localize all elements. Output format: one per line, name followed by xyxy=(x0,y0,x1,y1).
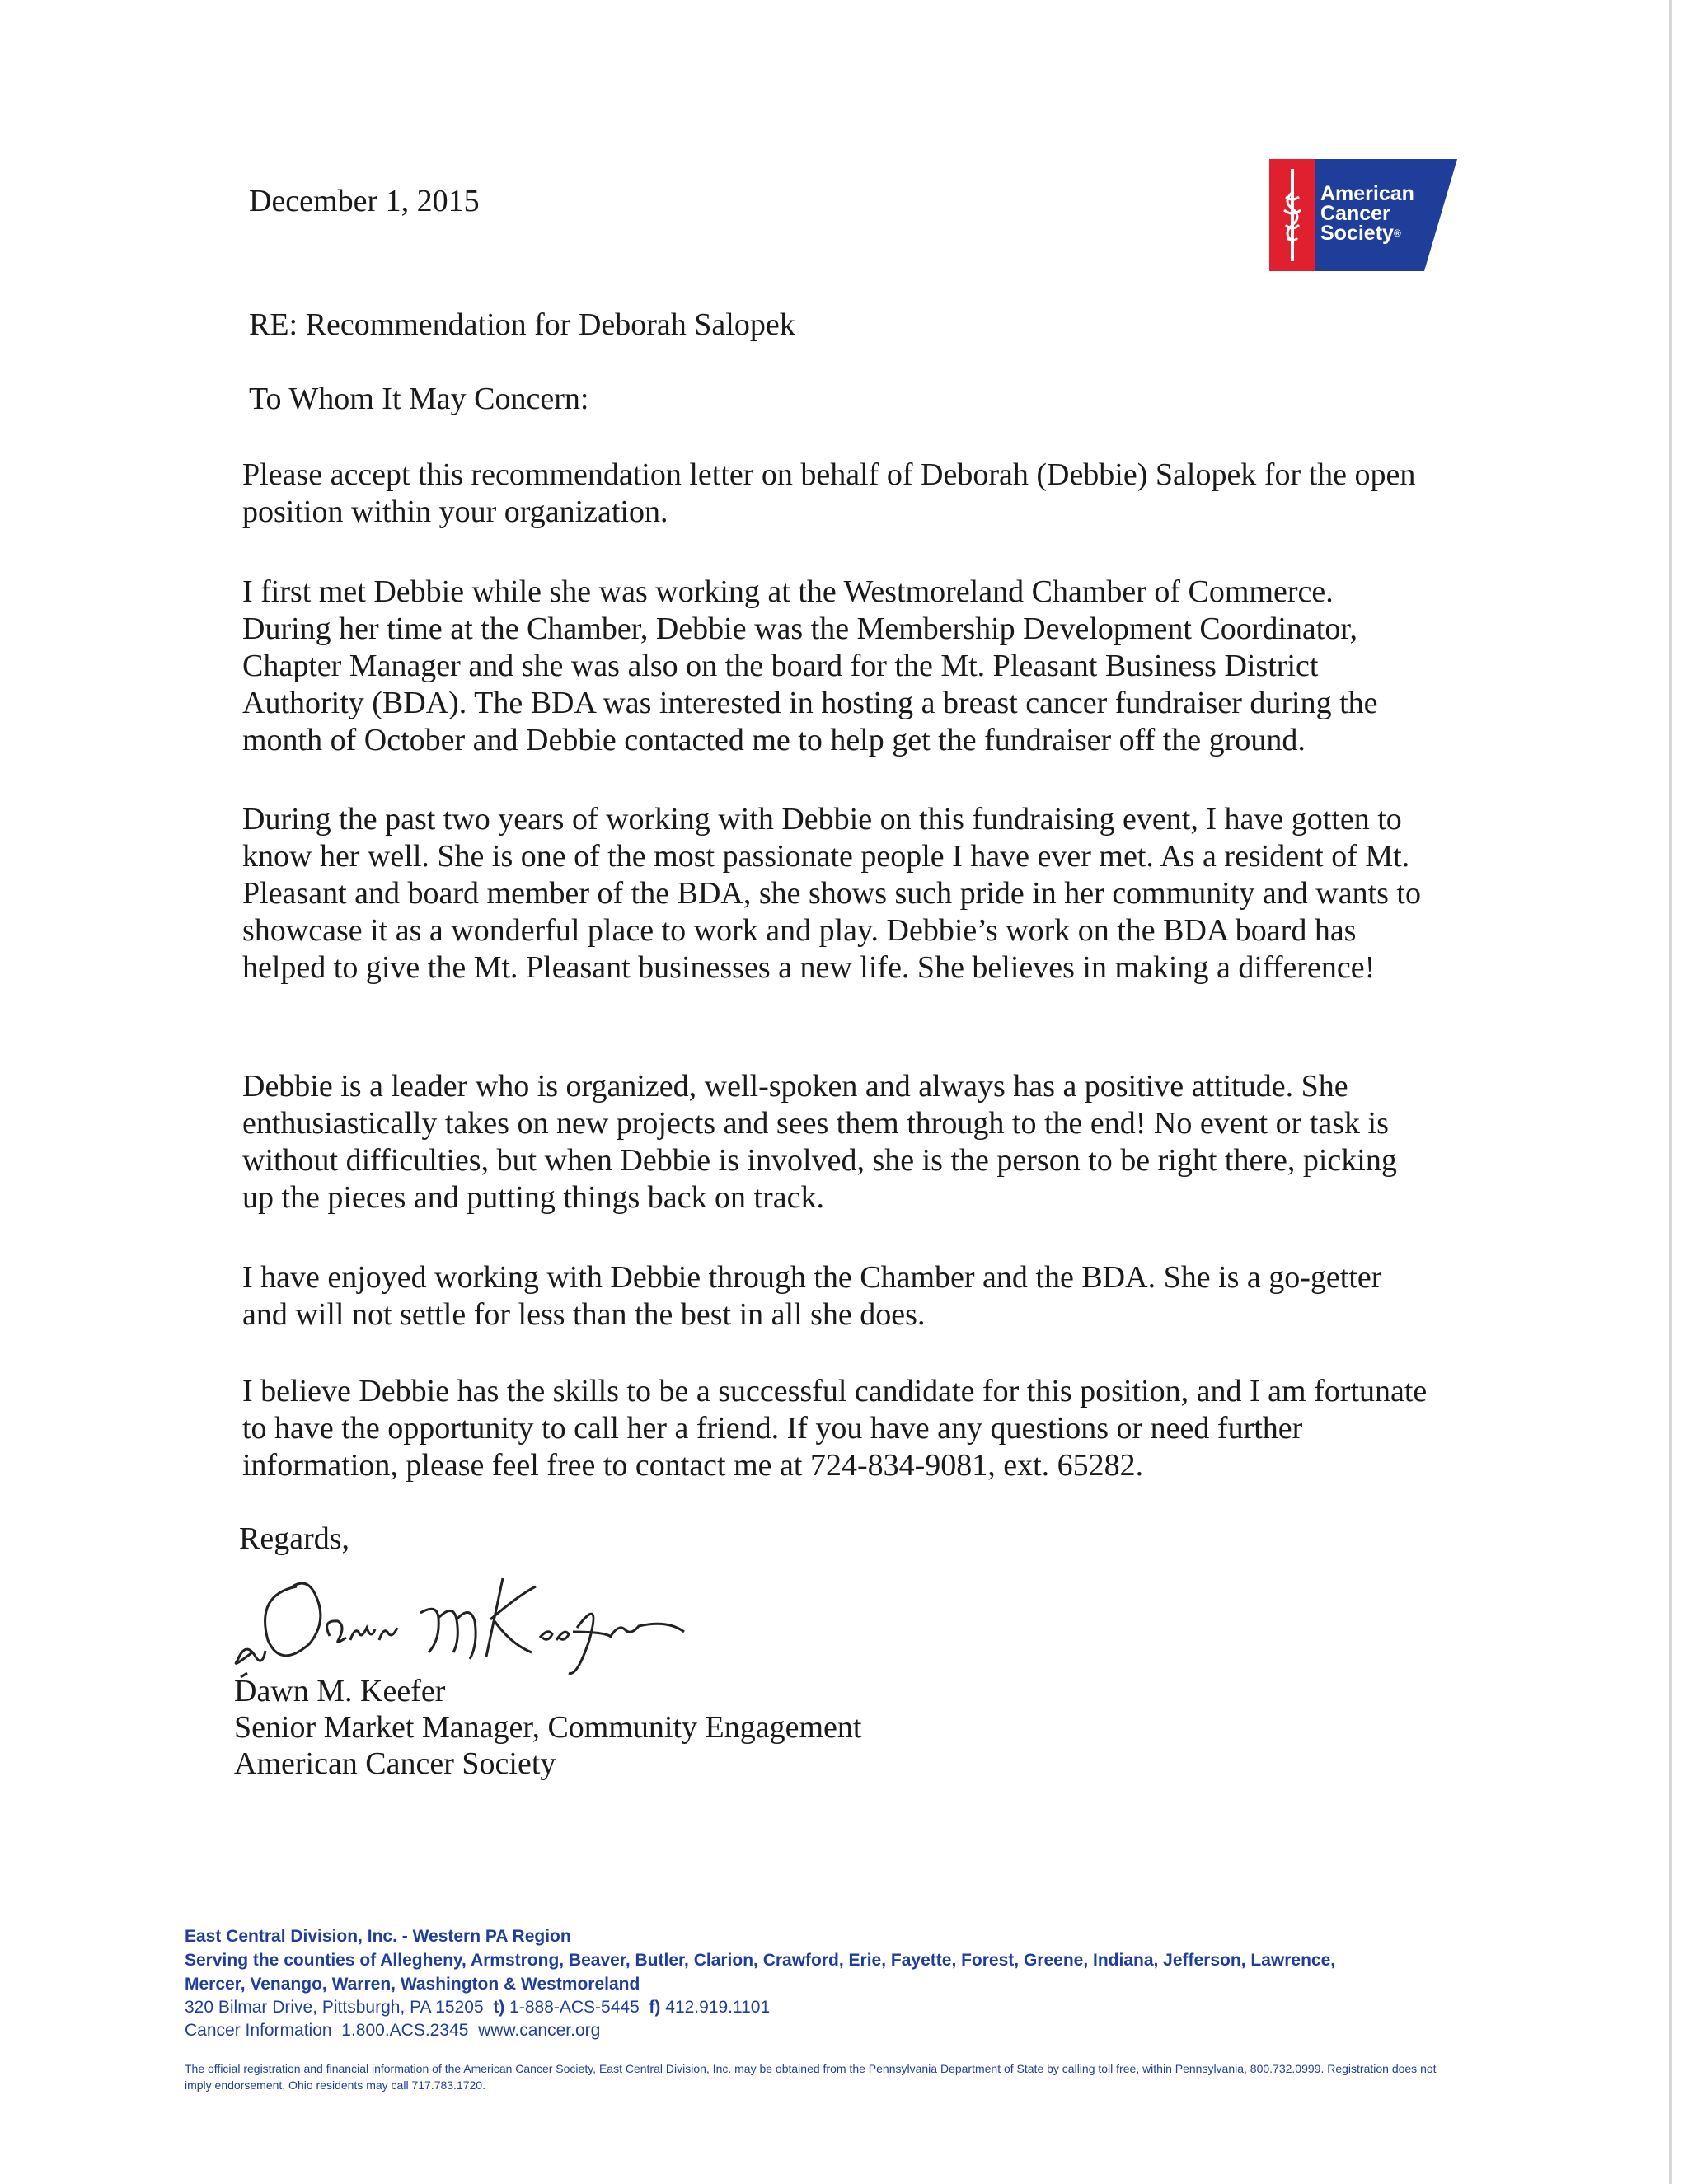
salutation: To Whom It May Concern: xyxy=(249,382,589,416)
logo-line-1: American xyxy=(1320,182,1414,205)
signer-name: Dawn M. Keefer xyxy=(234,1674,446,1708)
cancer-info-phone: 1.800.ACS.2345 xyxy=(341,2021,469,2040)
paragraph-3: During the past two years of working with Debbie on this fundraising event, I have gotten to know her well. She is one of the most passionate people I have ever met. As a resident of Mt. Pleasant and board member of the BDA, she shows such pride in her community and wants to showcase it as a wonderful place to work and play. Debbie’s work on the BDA board has helped to give the Mt. Pleasant businesses a new life. She believes in making a difference! xyxy=(242,802,1421,985)
subject-line: RE: Recommendation for Deborah Salopek xyxy=(249,307,795,342)
signer-title: Senior Market Manager, Community Engagement xyxy=(234,1710,862,1745)
american-cancer-society-logo xyxy=(1269,159,1457,271)
signer-block xyxy=(234,1673,861,1782)
letter-date: December 1, 2015 xyxy=(249,184,480,218)
registered-mark: ® xyxy=(1393,227,1401,239)
cancer-info-label: Cancer Information xyxy=(185,2021,332,2040)
logo-wordmark xyxy=(1320,184,1414,243)
counties-line-2: Mercer, Venango, Warren, Washington & Westmoreland xyxy=(185,1975,640,1994)
logo-line-2: Cancer xyxy=(1320,202,1390,225)
address: 320 Bilmar Drive, Pittsburgh, PA 15205 xyxy=(185,1998,484,2017)
paragraph-1: Please accept this recommendation letter on behalf of Deborah (Debbie) Salopek for the open position within your organization. xyxy=(242,457,1416,529)
phone-number: 1-888-ACS-5445 xyxy=(509,1998,640,2017)
phone-label: t) xyxy=(493,1998,505,2017)
counties-line-1: Serving the counties of Allegheny, Armstrong, Beaver, Butler, Clarion, Crawford, Erie, Fayette, Forest, Greene, Indiana, Jefferson, Lawrence, xyxy=(185,1951,1336,1970)
signer-organization: American Cancer Society xyxy=(234,1746,556,1781)
address-line xyxy=(185,1996,1470,2019)
handwritten-signature xyxy=(223,1562,767,1685)
paragraph-5: I have enjoyed working with Debbie through the Chamber and the BDA. She is a go-getter and will not settle for less than the best in all she does. xyxy=(242,1260,1382,1332)
division-name: East Central Division, Inc. - Western PA Region xyxy=(185,1927,571,1946)
website-link[interactable]: www.cancer.org xyxy=(478,2021,601,2040)
page-edge xyxy=(1669,0,1672,2184)
logo-line-3 xyxy=(1320,223,1414,243)
logo-line-3-text: Society xyxy=(1320,222,1394,245)
closing: Regards, xyxy=(239,1521,350,1556)
fax-label: f) xyxy=(649,1998,661,2017)
letterhead-footer xyxy=(185,1924,1470,2093)
paragraph-4: Debbie is a leader who is organized, well-spoken and always has a positive attitude. She enthusiastically takes on new projects and sees them through to the end! No event or task is without difficulties, but when Debbie is involved, she is the person to be right there, picking up the pieces and putting things back on track. xyxy=(242,1069,1397,1215)
fax-number: 412.919.1101 xyxy=(665,1998,771,2017)
paragraph-6: I believe Debbie has the skills to be a successful candidate for this position, and I am fortunate to have the opportunity to call her a friend. If you have any questions or need further information, please feel free to contact me at 724-834-9081, ext. 65282. xyxy=(242,1374,1428,1483)
registration-fine-print: The official registration and financial information of the American Cancer Society, East Central Division, Inc. may be obtained from the Pennsylvania Department of State by calling toll free, within Pennsylvania, 800.732.0999. Registration does not imply endorsement. Ohio residents may call 717.783.1720. xyxy=(185,2062,1437,2092)
cancer-info-line xyxy=(185,2019,1470,2042)
paragraph-2: I first met Debbie while she was working at the Westmoreland Chamber of Commerce. During her time at the Chamber, Debbie was the Membership Development Coordinator, Chapter Manager and she was also on the board for the Mt. Pleasant Business District Authority (BDA). The BDA was interested in hosting a breast cancer fundraiser during the month of October and Debbie contacted me to help get the fundraiser off the ground. xyxy=(242,574,1378,757)
